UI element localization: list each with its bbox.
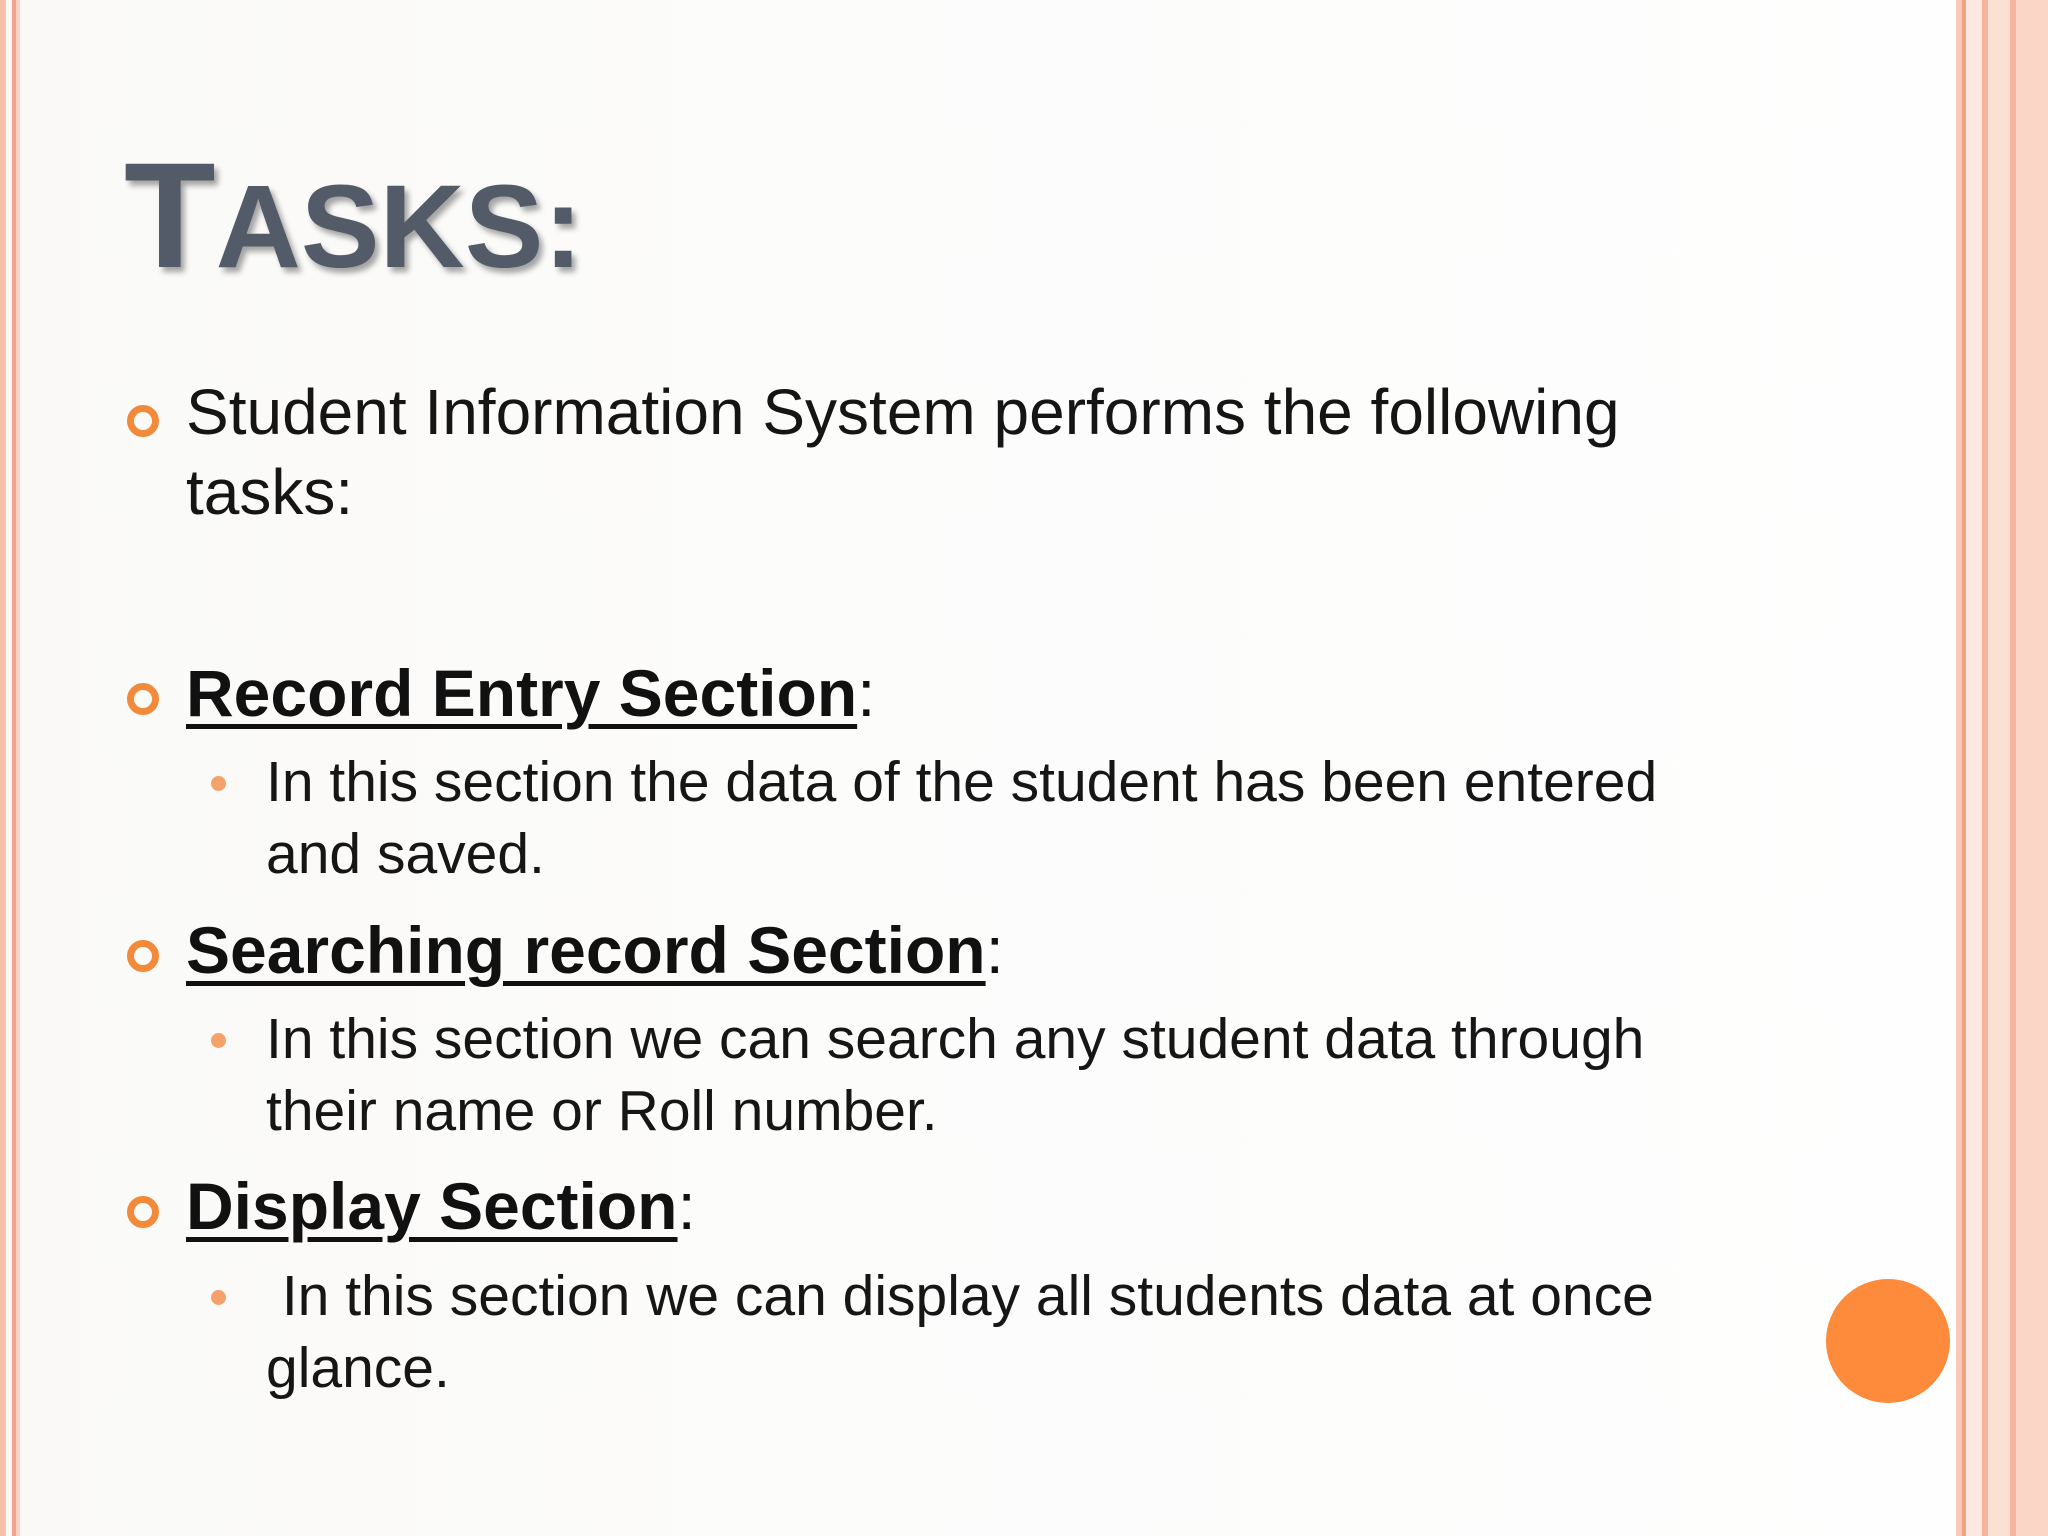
- section-heading: [186, 1166, 696, 1246]
- left-border-stripe: [16, 0, 20, 1536]
- right-border-stripe: [2016, 0, 2048, 1536]
- circle-bullet-icon: [127, 405, 159, 437]
- left-border-stripe: [0, 0, 6, 1536]
- section-heading-label: Record Entry Section: [186, 656, 858, 730]
- section-heading-label: Searching record Section: [186, 913, 986, 987]
- slide-title-initial: T: [124, 131, 216, 299]
- section-detail-text: In this section the data of the student has been entered and saved.: [266, 750, 1658, 886]
- right-border-stripe: [1988, 0, 2010, 1536]
- circle-bullet-icon: [127, 940, 159, 972]
- dot-bullet-icon: [211, 1033, 226, 1048]
- right-border-stripe: [1966, 0, 1982, 1536]
- circle-bullet-icon: [127, 683, 159, 715]
- dot-bullet-icon: [211, 776, 226, 791]
- section-detail-text: In this section we can display all students data at once glance.: [266, 1264, 1670, 1400]
- section-detail-text: In this section we can search any student data through their name or Roll number.: [266, 1007, 1645, 1143]
- slide-title: [124, 131, 583, 299]
- section-heading-colon: :: [677, 1169, 696, 1243]
- dot-bullet-icon: [211, 1290, 226, 1305]
- circle-bullet-icon: [127, 1196, 159, 1228]
- section-heading-colon: :: [985, 913, 1004, 987]
- section-heading-label: Display Section: [186, 1169, 678, 1243]
- section-heading: [186, 653, 876, 733]
- section-heading: [186, 910, 1004, 990]
- intro-text: Student Information System performs the following tasks:: [186, 376, 1620, 528]
- section-heading-colon: :: [857, 656, 876, 730]
- decorative-orange-circle: [1826, 1279, 1950, 1403]
- slide-title-rest: ASKS:: [215, 161, 583, 293]
